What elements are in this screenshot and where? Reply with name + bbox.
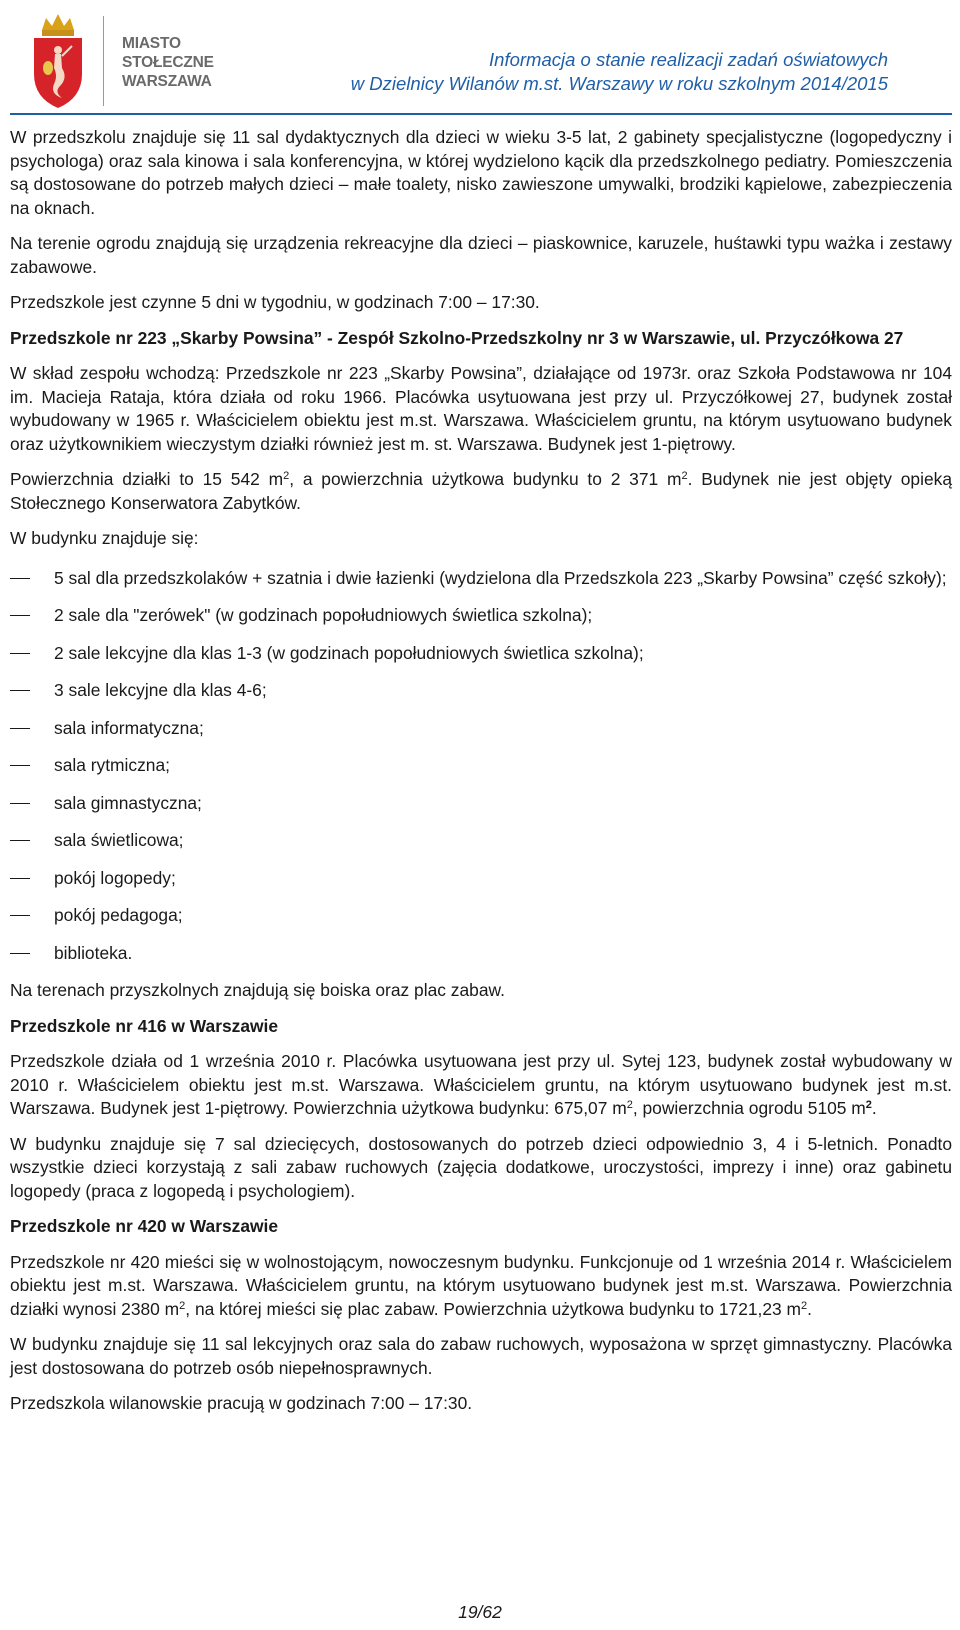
superscript: 2 xyxy=(865,1099,872,1111)
list-item xyxy=(10,829,952,853)
list-item-text: 2 sale lekcyjne dla klas 1-3 (w godzinach popołudniowych świetlica szkolna); xyxy=(54,642,644,663)
list-item-text: 2 sale dla "zerówek" (w godzinach popołudniowych świetlica szkolna); xyxy=(54,605,593,625)
dash-bullet xyxy=(10,953,30,954)
section-heading: Przedszkole nr 416 w Warszawie xyxy=(10,1015,279,1036)
header-title-line-1: Informacja o stanie realizacji zadań oświatowych xyxy=(489,49,888,70)
text-run: . xyxy=(871,1098,877,1118)
list-item xyxy=(10,904,952,928)
warsaw-coat-of-arms-logo xyxy=(28,12,88,112)
list-item-text: sala świetlicowa; xyxy=(54,830,184,850)
list-item xyxy=(10,717,952,741)
dash-bullet xyxy=(10,840,30,841)
text-run: . Budynek nie jest objęty opieką Stołecznego Konserwatora Zabytków. xyxy=(10,469,953,513)
dash-bullet xyxy=(10,578,30,579)
list-item xyxy=(10,642,952,666)
dash-bullet xyxy=(10,615,30,616)
list-item-text: 3 sale lekcyjne dla klas 4-6; xyxy=(54,680,267,700)
page-number: 19/62 xyxy=(458,1602,502,1622)
paragraph: W budynku znajduje się 7 sal dziecięcych, dostosowanych do potrzeb dzieci odpowiednio 3, 4 i 5-letnich. Ponadto wszystkie dzieci korzystają z sali zabaw ruchowych (zajęcia dodatkowe, uroczystości, imprezy i inne) oraz gabinetu logopedy (praca z logopedą i psychologiem). xyxy=(10,1133,952,1201)
document-body xyxy=(10,126,952,1428)
list-item xyxy=(10,604,952,628)
paragraph: W skład zespołu wchodzą: Przedszkole nr 223 „Skarby Powsina”, działające od 1973r. oraz Szkoła Podstawowa nr 104 im. Macieja Rataja, która działa od roku 1966. Placówka usytuowana jest przy ul. Przyczółkowej 27, budynek został wybudowany w 1965 r. Właścicielem obiektu jest m.st. Warszawa. Właścicielem gruntu, na którym usytuowano budynek oraz użytkownikiem wieczystym działki również jest m. st. Warszawa. Budynek jest 1-piętrowy. xyxy=(10,363,952,454)
logo-line-1: MIASTO xyxy=(122,35,181,52)
text-run: Przedszkole nr 420 mieści się w wolnostojącym, nowoczesnym budynku. Funkcjonuje od 1 września 2014 r. Właścicielem obiektu jest m.st. Warszawa. Właścicielem gruntu, na którym usytuowano budynek jest m.st. Warszawa. Powierzchnia działki wynosi 2380 m xyxy=(10,1251,952,1319)
list-item-text: sala informatyczna; xyxy=(54,717,204,738)
paragraph: Przedszkole jest czynne 5 dni w tygodniu, w godzinach 7:00 – 17:30. xyxy=(10,292,540,312)
paragraph xyxy=(10,1251,952,1322)
logo-text xyxy=(122,34,214,91)
superscript: 2 xyxy=(801,1299,808,1312)
list-item xyxy=(10,567,952,591)
superscript: 2 xyxy=(179,1299,186,1312)
list-intro: W budynku znajduje się: xyxy=(10,528,199,548)
logo-line-2: STOŁECZNE xyxy=(122,54,214,71)
paragraph: Na terenie ogrodu znajdują się urządzenia rekreacyjne dla dzieci – piaskownice, karuzele, huśtawki typu ważka i zestawy zabawowe. xyxy=(10,233,952,277)
dash-bullet xyxy=(10,803,30,804)
list-item xyxy=(10,679,952,703)
dash-bullet xyxy=(10,728,30,729)
section-heading: Przedszkole nr 420 w Warszawie xyxy=(10,1216,279,1236)
text-run: , na której mieści się plac zabaw. Powierzchnia użytkowa budynku to 1721,23 m xyxy=(185,1298,802,1319)
list-item-text: sala rytmiczna; xyxy=(54,755,170,775)
paragraph: Na terenach przyszkolnych znajdują się boiska oraz plac zabaw. xyxy=(10,980,505,1000)
logo-divider xyxy=(103,16,104,106)
list-item xyxy=(10,942,952,966)
list-item xyxy=(10,754,952,778)
dash-bullet xyxy=(10,915,30,916)
dash-bullet xyxy=(10,690,30,691)
list-item xyxy=(10,792,952,816)
text-run: , powierzchnia ogrodu 5105 m xyxy=(632,1098,866,1118)
superscript: 2 xyxy=(681,470,688,482)
paragraph xyxy=(10,468,952,515)
dash-bullet xyxy=(10,878,30,879)
section-heading: Przedszkole nr 223 „Skarby Powsina” - Zespół Szkolno-Przedszkolny nr 3 w Warszawie, ul. Przyczółkowa 27 xyxy=(10,327,904,348)
paragraph xyxy=(10,1050,952,1121)
list-item-text: sala gimnastyczna; xyxy=(54,792,202,813)
text-run: Powierzchnia działki to 15 542 m xyxy=(10,469,284,489)
text-run: , a powierzchnia użytkowa budynku to 2 371 m xyxy=(289,469,682,489)
dash-bullet xyxy=(10,653,30,654)
logo-line-3: WARSZAWA xyxy=(122,73,212,90)
list-item xyxy=(10,867,952,891)
header-title xyxy=(351,48,888,96)
page-header xyxy=(0,0,960,118)
header-rule xyxy=(10,113,952,115)
superscript: 2 xyxy=(283,470,290,482)
list-item-text: 5 sal dla przedszkolaków + szatnia i dwie łazienki (wydzielona dla Przedszkola 223 „Skarby Powsina” część szkoły); xyxy=(54,567,947,588)
paragraph: W budynku znajduje się 11 sal lekcyjnych oraz sala do zabaw ruchowych, wyposażona w sprzęt gimnastyczny. Placówka jest dostosowana do potrzeb osób niepełnosprawnych. xyxy=(10,1334,952,1378)
paragraph: Przedszkola wilanowskie pracują w godzinach 7:00 – 17:30. xyxy=(10,1393,473,1413)
superscript: 2 xyxy=(626,1099,633,1111)
text-run: . xyxy=(807,1298,813,1319)
list-item-text: pokój pedagoga; xyxy=(54,905,183,925)
list-item-text: pokój logopedy; xyxy=(54,867,176,888)
facility-list xyxy=(10,567,952,966)
dash-bullet xyxy=(10,765,30,766)
list-item-text: biblioteka. xyxy=(54,942,133,963)
text-run: Przedszkole działa od 1 września 2010 r. Placówka usytuowana jest przy ul. Sytej 123, budynek został wybudowany w 2010 r. Właścicielem obiektu jest m.st. Warszawa. Właścicielem gruntu, na którym usytuowano budynek jest m.st. Warszawa. Budynek jest 1-piętrowy. Powierzchnia użytkowa budynku: 675,07 m xyxy=(10,1051,952,1118)
paragraph: W przedszkolu znajduje się 11 sal dydaktycznych dla dzieci w wieku 3-5 lat, 2 gabinety specjalistyczne (logopedyczny i psychologa) oraz sala kinowa i sala konferencyjna, w której wydzielono kącik dla przedszkolnego pediatry. Pomieszczenia są dostosowane do potrzeb małych dzieci – małe toalety, nisko zawieszone umywalki, brodziki kąpielowe, zabezpieczenia na oknach. xyxy=(10,127,952,218)
header-title-line-2: w Dzielnicy Wilanów m.st. Warszawy w roku szkolnym 2014/2015 xyxy=(350,73,888,94)
